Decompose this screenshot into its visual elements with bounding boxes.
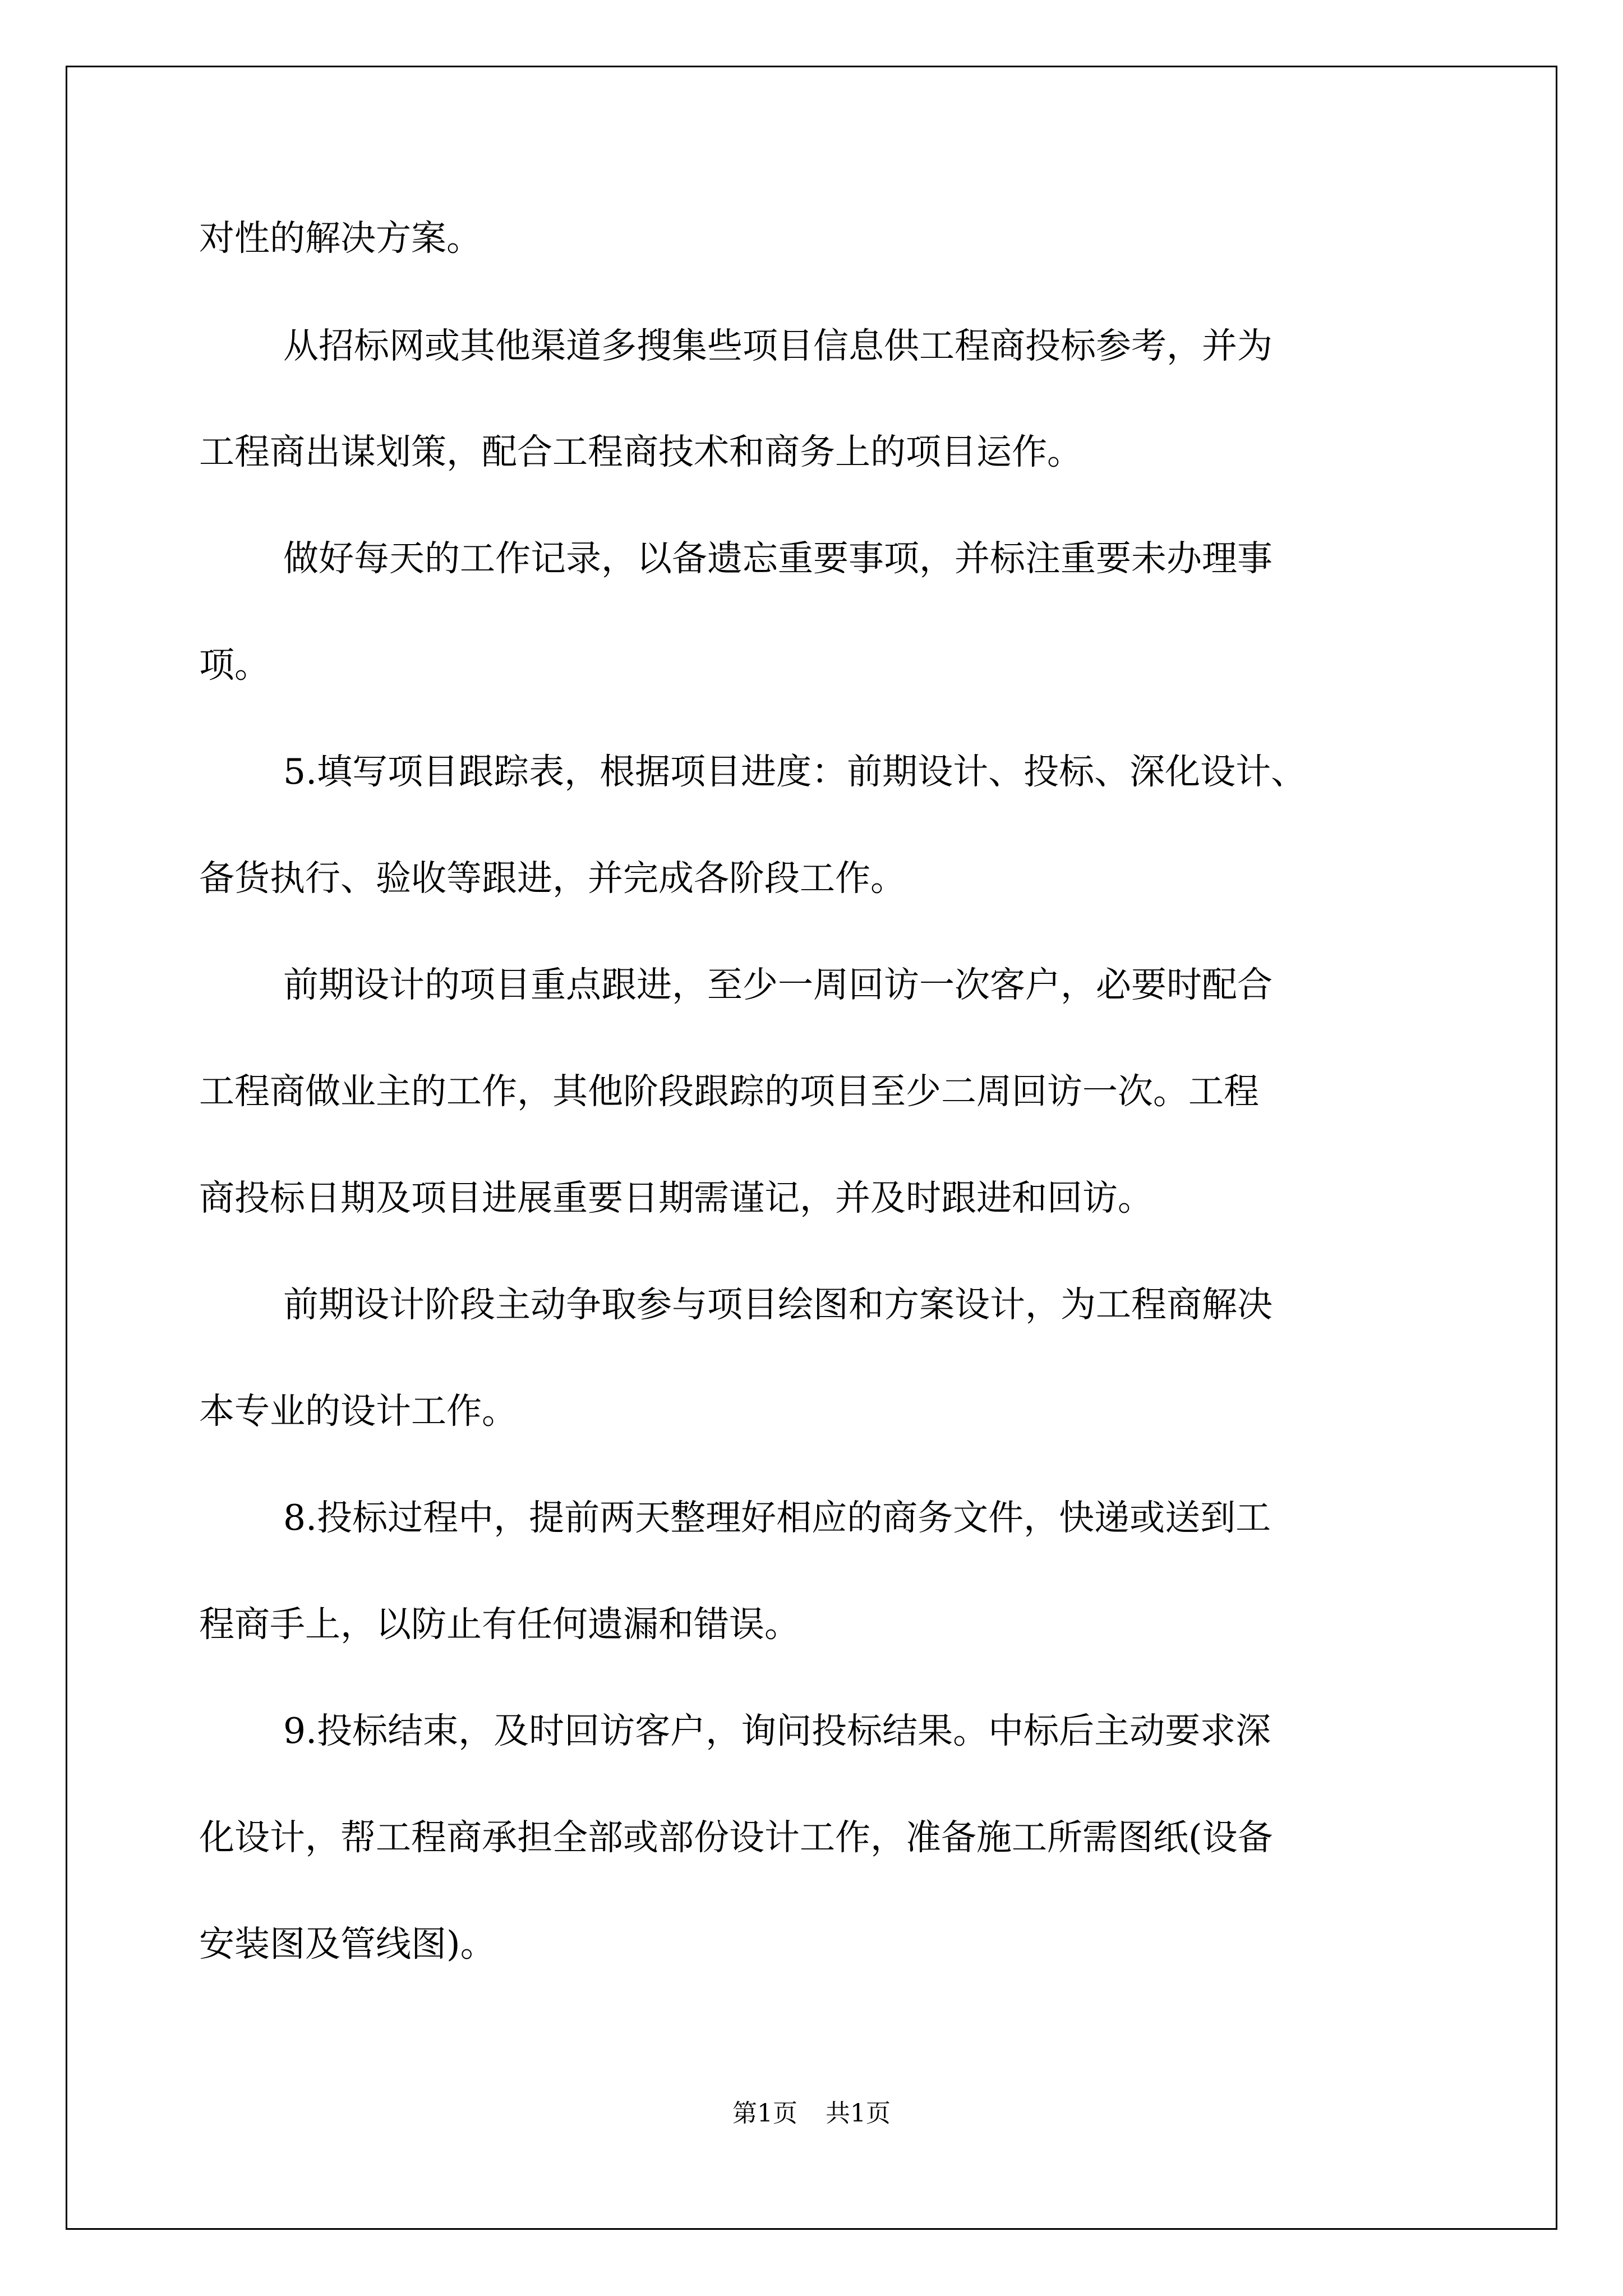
- paragraph-line: 工程商出谋划策，配合工程商技术和商务上的项目运作。: [199, 431, 1082, 472]
- paragraph-line: 程商手上，以防止有任何遗漏和错误。: [199, 1604, 800, 1645]
- paragraph-line: 商投标日期及项目进展重要日期需谨记，并及时跟进和回访。: [199, 1177, 1153, 1218]
- paragraph-line: 备货执行、验收等跟进，并完成各阶段工作。: [199, 858, 906, 899]
- paragraph-line: 化设计，帮工程商承担全部或部份设计工作，准备施工所需图纸(设备: [199, 1817, 1273, 1858]
- paragraph-line: 前期设计阶段主动争取参与项目绘图和方案设计，为工程商解决: [283, 1284, 1272, 1325]
- page-footer: [0, 2098, 1623, 2129]
- paragraph-line: 前期设计的项目重点跟进，至少一周回访一次客户，必要时配合: [283, 964, 1272, 1005]
- paragraph-line: 项。: [199, 645, 270, 685]
- paragraph-line: 安装图及管线图)。: [199, 1924, 496, 1964]
- paragraph-line: 从招标网或其他渠道多搜集些项目信息供工程商投标参考，并为: [283, 325, 1272, 366]
- paragraph-line: 本专业的设计工作。: [199, 1391, 517, 1432]
- paragraph-line: 做好每天的工作记录，以备遗忘重要事项，并标注重要未办理事: [283, 538, 1272, 579]
- page-number-current: 第1页: [732, 2099, 797, 2128]
- page-number-total: 共1页: [826, 2099, 891, 2128]
- paragraph-line: 工程商做业主的工作，其他阶段跟踪的项目至少二周回访一次。工程: [199, 1071, 1259, 1112]
- page-border: [66, 66, 1557, 2230]
- paragraph-line: 5.填写项目跟踪表，根据项目进度：前期设计、投标、深化设计、: [283, 751, 1307, 792]
- paragraph-line: 对性的解决方案。: [199, 218, 482, 259]
- paragraph-line: 9.投标结束，及时回访客户，询问投标结果。中标后主动要求深: [283, 1710, 1271, 1751]
- paragraph-line: 8.投标过程中，提前两天整理好相应的商务文件，快递或送到工: [283, 1497, 1271, 1538]
